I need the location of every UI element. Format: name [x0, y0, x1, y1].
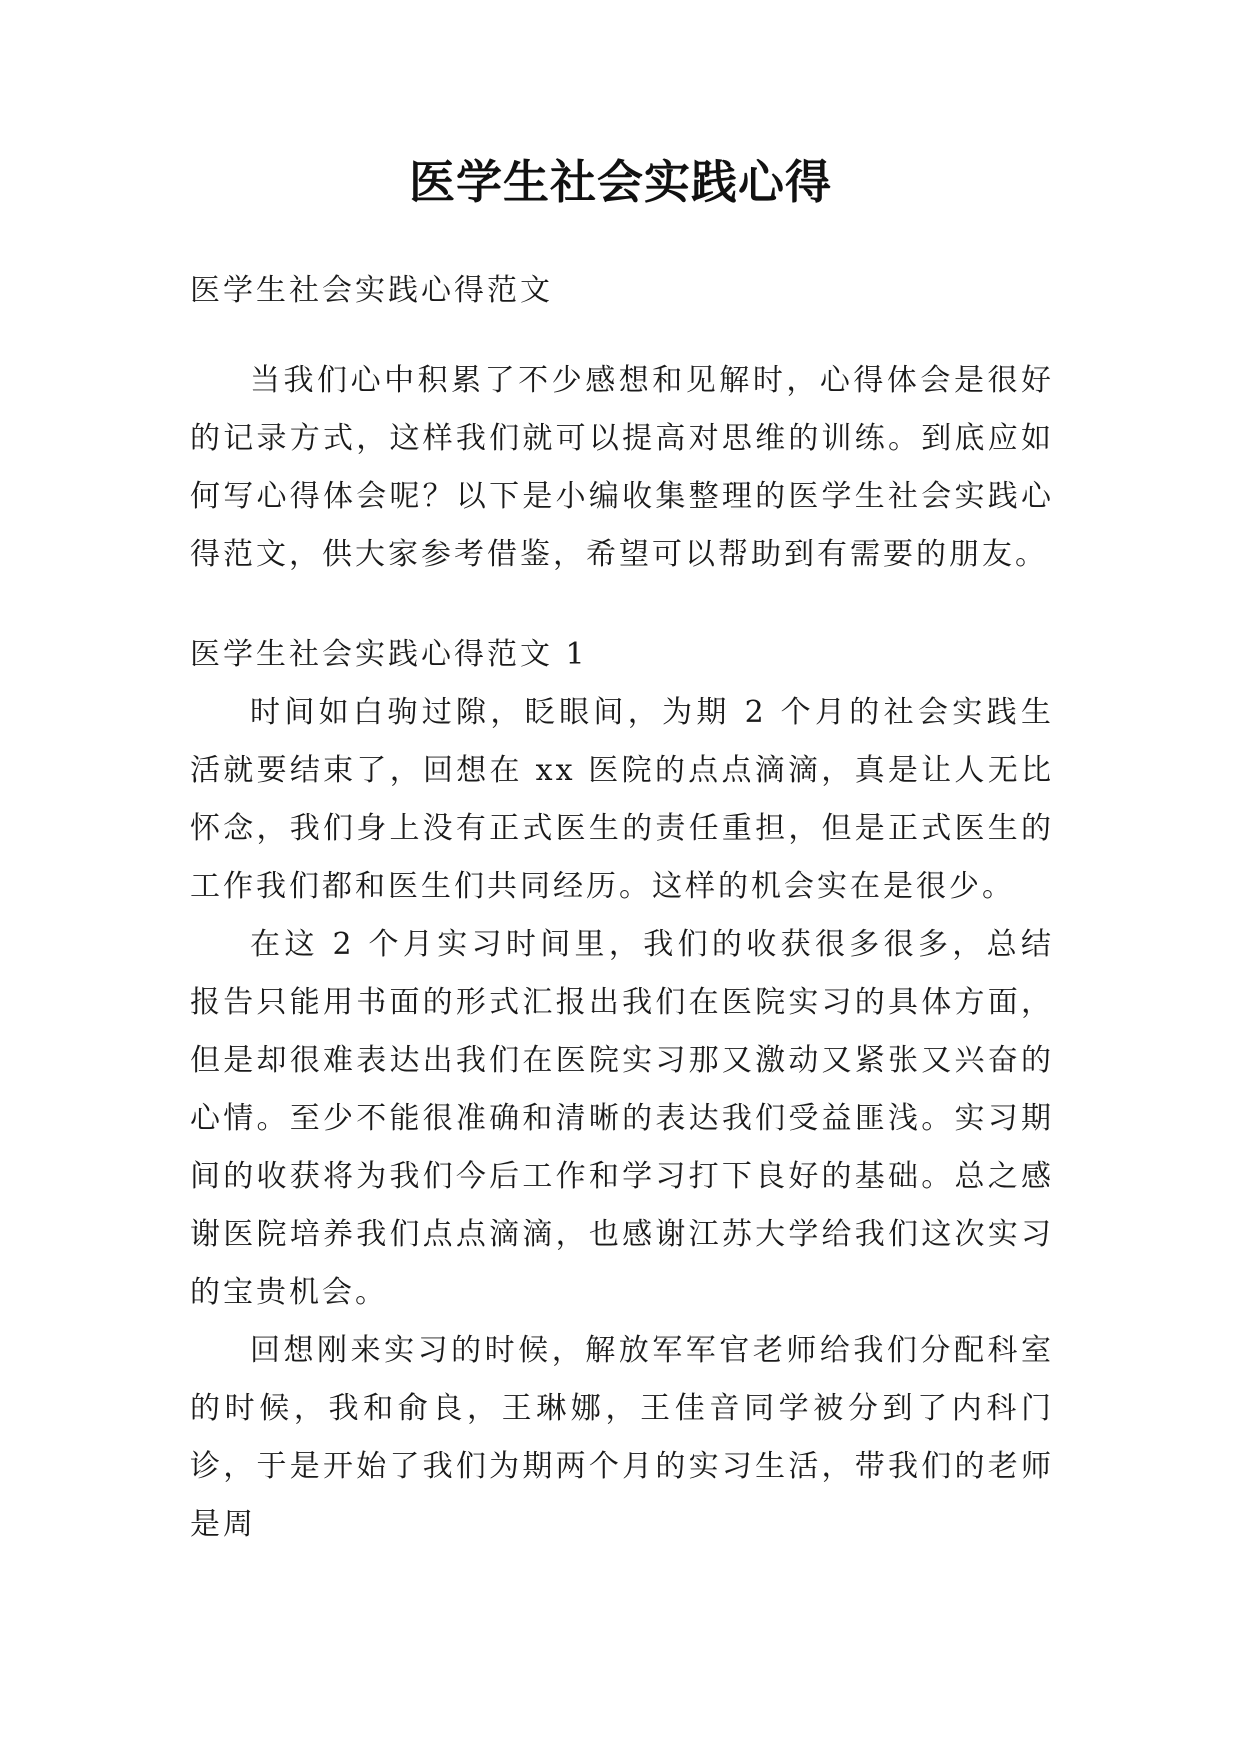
section-heading: 医学生社会实践心得范文 1: [190, 637, 588, 672]
body-paragraph-2: 在这 2 个月实习时间里，我们的收获很多很多，总结报告只能用书面的形式汇报出我们在医院实习的具体方面，但是却很难表达出我们在医院实习那又激动又紧张又兴奋的心情。至少不能很准确和清晰的表达我们受益匪浅。实习期间的收获将为我们今后工作和学习打下良好的基础。总之感谢医院培养我们点点滴滴，也感谢江苏大学给我们这次实习的宝贵机会。: [190, 927, 1054, 1310]
document-title: 医学生社会实践心得: [409, 155, 832, 209]
body-paragraph-3: 回想刚来实习的时候，解放军军官老师给我们分配科室的时候，我和俞良，王琳娜，王佳音同学被分到了内科门诊，于是开始了我们为期两个月的实习生活，带我们的老师是周: [190, 1333, 1054, 1542]
document-subtitle: 医学生社会实践心得范文: [190, 273, 553, 308]
document-body: [190, 262, 1054, 1554]
body-paragraph-1: 时间如白驹过隙，眨眼间，为期 2 个月的社会实践生活就要结束了，回想在 xx 医院的点点滴滴，真是让人无比怀念，我们身上没有正式医生的责任重担，但是正式医生的工作我们都和医生们共同经历。这样的机会实在是很少。: [190, 695, 1054, 904]
intro-paragraph: 当我们心中积累了不少感想和见解时，心得体会是很好的记录方式，这样我们就可以提高对思维的训练。到底应如何写心得体会呢？以下是小编收集整理的医学生社会实践心得范文，供大家参考借鉴，希望可以帮助到有需要的朋友。: [190, 363, 1054, 572]
